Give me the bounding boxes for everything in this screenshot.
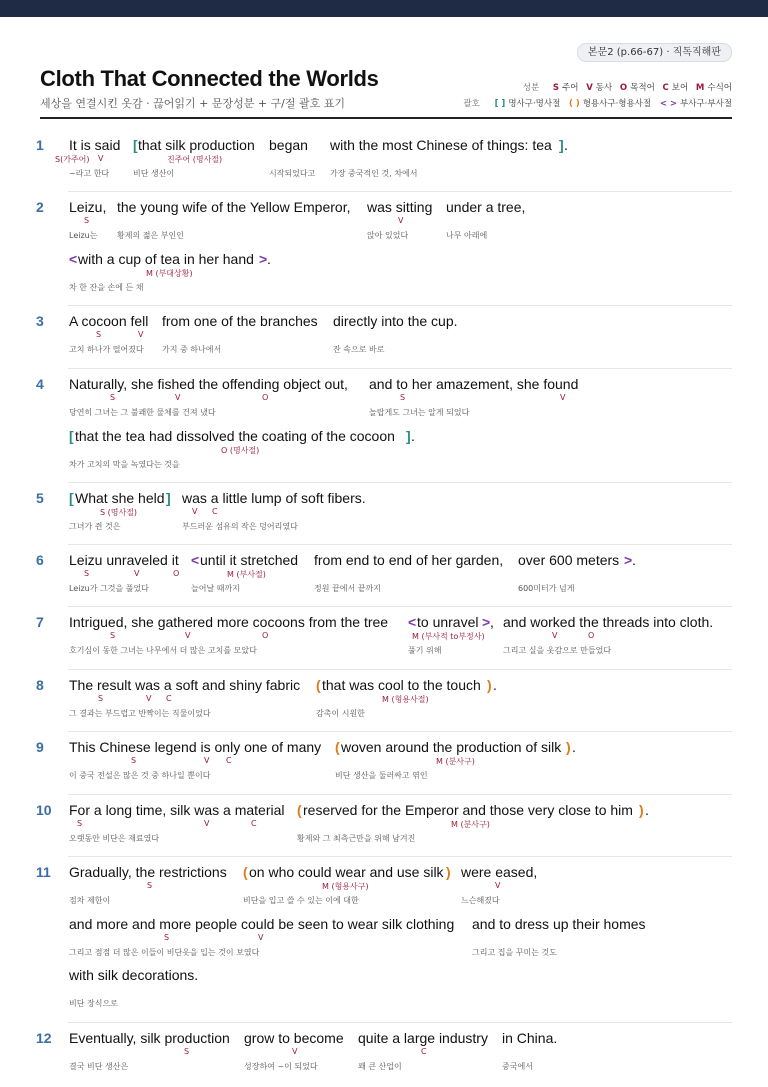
korean-translation: 호기심이 동한 그녀는 나무에서 더 많은 고치를 모았다 [69, 646, 257, 655]
sentence-number: 9 [36, 739, 44, 755]
sentence-chunk: with the most Chinese of things: tea [330, 137, 552, 153]
legend-text-object: 목적어 [630, 83, 655, 93]
sentence-chunk: . [411, 428, 415, 444]
grammar-label: M (형용사절) [382, 695, 429, 704]
sentence-chunk: was sitting [367, 199, 433, 215]
grammar-label: V [192, 507, 198, 516]
korean-translation: 차 한 잔을 손에 든 채 [69, 283, 144, 292]
grammar-label: O [173, 569, 180, 578]
korean-translation: 가장 중국적인 것, 차에서 [330, 169, 418, 178]
grammar-label: S [96, 330, 102, 339]
sentence-number: 4 [36, 376, 44, 392]
legend-key-c: C [662, 83, 669, 93]
sentence-chunk: the young wife of the Yellow Emperor, [117, 199, 351, 215]
korean-translation: 그리고 집을 꾸미는 것도 [472, 948, 557, 957]
sentence-chunk: that was cool to the touch [322, 677, 481, 693]
grammar-label: S [184, 1047, 190, 1056]
sentence-chunk: . [645, 802, 649, 818]
sentence-divider [68, 794, 732, 795]
legend-key-parenthesis: ( ) [568, 99, 580, 109]
legend-components [523, 81, 732, 93]
korean-translation: 늘어날 때까지 [191, 584, 240, 593]
sentence-number: 10 [36, 802, 52, 818]
korean-translation: 성장하여 ~이 되었다 [244, 1062, 318, 1071]
sentence-chunk: A cocoon fell [69, 313, 149, 329]
korean-translation: 꽤 큰 산업이 [358, 1062, 402, 1071]
grammar-label: V [552, 631, 558, 640]
grammar-label: V [134, 569, 140, 578]
grammar-label: M (부사적 to부정사) [412, 632, 485, 641]
korean-translation: 감촉이 시원한 [316, 709, 365, 718]
phrase-bracket: > [259, 251, 268, 267]
phrase-bracket: ) [446, 864, 451, 880]
sentence-divider [68, 482, 732, 483]
phrase-bracket: < [191, 552, 200, 568]
sentence-chunk: from end to end of her garden, [314, 552, 504, 568]
legend-key-angle-bracket: < > [659, 99, 678, 109]
korean-translation: 황제와 그 최측근만을 위해 남겨진 [297, 834, 416, 843]
korean-translation: 부드러운 섬유의 작은 덩어리였다 [182, 522, 298, 531]
sentence-chunk: were eased, [461, 864, 538, 880]
sentence-chunk: from one of the branches [162, 313, 318, 329]
grammar-label: M (부사절) [227, 570, 266, 579]
sentence-divider [68, 1022, 732, 1023]
sentence-chunk: What she held [75, 490, 165, 506]
phrase-bracket: ( [316, 677, 321, 693]
grammar-label: C [212, 507, 218, 516]
sentence-chunk: . [267, 251, 271, 267]
grammar-label: S [131, 756, 137, 765]
grammar-label: S [164, 933, 170, 942]
legend-key-o: O [619, 83, 628, 93]
page-reference-badge: 본문2 (p.66-67) · 직독직해판 [577, 43, 732, 62]
korean-translation: 비단을 입고 쓸 수 있는 이에 대한 [243, 896, 359, 905]
sentence-chunk: until it stretched [200, 552, 299, 568]
legend-brackets [463, 97, 732, 109]
header-divider [40, 117, 732, 119]
grammar-label: V [495, 881, 501, 890]
korean-translation: 당연히 그녀는 그 불쾌한 물체를 건져 냈다 [69, 408, 216, 417]
grammar-label: M (분사구) [451, 820, 490, 829]
korean-translation: 고치 하나가 떨어졌다 [69, 345, 144, 354]
sentence-chunk: that silk production [138, 137, 255, 153]
phrase-bracket: ( [297, 802, 302, 818]
sentence-divider [68, 305, 732, 306]
sentence-chunk: . [564, 137, 568, 153]
phrase-bracket: ) [566, 739, 571, 755]
grammar-label: V [138, 330, 144, 339]
korean-translation: Leizu가 그것을 풀었다 [69, 584, 149, 593]
korean-translation: 잔 속으로 바로 [333, 345, 385, 354]
sentence-chunk: and worked the threads into cloth. [503, 614, 714, 630]
sentence-number: 7 [36, 614, 44, 630]
phrase-bracket: > [624, 552, 633, 568]
grammar-label: O [262, 393, 269, 402]
phrase-bracket: ] [559, 137, 564, 153]
korean-translation: 오랫동안 비단은 재료였다 [69, 834, 160, 843]
korean-translation: 풀기 위해 [408, 646, 442, 655]
korean-translation: 그녀가 쥔 것은 [69, 522, 121, 531]
sentence-number: 5 [36, 490, 44, 506]
sentence-chunk: . [493, 677, 497, 693]
phrase-bracket: [ [69, 428, 74, 444]
sentence-divider [68, 544, 732, 545]
korean-translation: 가지 중 하나에서 [162, 345, 222, 354]
sentence-number: 6 [36, 552, 44, 568]
sentence-chunk: to unravel [417, 614, 479, 630]
korean-translation: ~라고 한다 [69, 169, 110, 178]
grammar-label: S [400, 393, 406, 402]
phrase-bracket: < [408, 614, 417, 630]
korean-translation: 시작되었다고 [269, 169, 316, 178]
page-title: Cloth That Connected the Worlds [40, 66, 379, 91]
korean-translation: 중국에서 [502, 1062, 533, 1071]
korean-translation: 차가 고치의 막을 녹였다는 것을 [69, 460, 180, 469]
sentence-number: 11 [36, 864, 51, 880]
sentence-chunk: For a long time, silk was a material [69, 802, 285, 818]
sentence-chunk: . [632, 552, 636, 568]
sentence-chunk: over 600 meters [518, 552, 620, 568]
grammar-label: S [84, 569, 90, 578]
sentence-number: 12 [36, 1030, 52, 1046]
legend-text-adjective-clause: 형용사구·형용사절 [582, 99, 652, 109]
grammar-label: C [226, 756, 232, 765]
sentence-divider [68, 669, 732, 670]
sentence-chunk: grow to become [244, 1030, 344, 1046]
sentence-chunk: directly into the cup. [333, 313, 458, 329]
sentence-divider [68, 606, 732, 607]
korean-translation: 그 결과는 부드럽고 반짝이는 직물이었다 [69, 709, 211, 718]
sentence-chunk: The result was a soft and shiny fabric [69, 677, 301, 693]
grammar-label: 진주어 (명사절) [167, 155, 223, 164]
sentence-chunk: began [269, 137, 308, 153]
grammar-label: C [251, 819, 257, 828]
phrase-bracket: ) [487, 677, 492, 693]
legend-key-square-bracket: [ ] [494, 99, 506, 109]
phrase-bracket: ( [335, 739, 340, 755]
grammar-label: V [98, 154, 104, 163]
korean-translation: 비단 생산이 [133, 169, 175, 178]
sentence-chunk: Intrigued, she gathered more cocoons from the tree [69, 614, 389, 630]
sentence-number: 2 [36, 199, 44, 215]
legend-text-subject: 주어 [562, 83, 579, 93]
page-subtitle: 세상을 연결시킨 옷감 · 끊어읽기 + 문장성분 + 구/절 괄호 표기 [40, 97, 345, 110]
legend-text-complement: 보어 [671, 83, 689, 93]
sentence-chunk: This Chinese legend is only one of many [69, 739, 322, 755]
korean-translation: 비단 생산을 둘러싸고 엮인 [335, 771, 428, 780]
sentence-chunk: woven around the production of silk [341, 739, 562, 755]
grammar-label: O [588, 631, 595, 640]
grammar-label: M (형용사구) [322, 882, 369, 891]
legend-brackets-label: 괄호 [463, 99, 480, 109]
sentence-chunk: was a little lump of soft fibers. [182, 490, 366, 506]
sentence-divider [68, 856, 732, 857]
grammar-label: S [110, 393, 116, 402]
sentence-chunk: and more and more people could be seen to wear silk clothing [69, 916, 455, 932]
grammar-label: V [398, 216, 404, 225]
legend-text-modifier: 수식어 [707, 83, 732, 93]
grammar-label: C [421, 1047, 427, 1056]
korean-translation: 점차 제한이 [69, 896, 111, 905]
sentence-chunk: quite a large industry [358, 1030, 488, 1046]
legend-key-m: M [695, 83, 705, 93]
legend-key-s: S [552, 83, 560, 93]
sentence-chunk: reserved for the Emperor and those very close to him [303, 802, 633, 818]
grammar-label: S(가주어) [55, 155, 90, 164]
grammar-label: O (명사절) [221, 446, 260, 455]
phrase-bracket: < [69, 251, 78, 267]
sentence-chunk: with silk decorations. [69, 967, 199, 983]
top-banner [0, 0, 768, 17]
grammar-label: M (부대상황) [146, 269, 193, 278]
korean-translation: 비단 장식으로 [69, 999, 118, 1008]
sentence-chunk: in China. [502, 1030, 558, 1046]
phrase-bracket: ] [166, 490, 171, 506]
grammar-label: V [204, 756, 210, 765]
sentence-number: 8 [36, 677, 44, 693]
legend-text-adverb-clause: 부사구·부사절 [680, 99, 732, 109]
korean-translation: 앉아 있었다 [367, 231, 409, 240]
grammar-label: S (명사절) [100, 508, 138, 517]
sentence-divider [68, 368, 732, 369]
korean-translation: 이 중국 전설은 많은 것 중 하나일 뿐이다 [69, 771, 211, 780]
sentence-chunk: . [572, 739, 576, 755]
sentence-chunk: with a cup of tea in her hand [78, 251, 254, 267]
sentence-chunk: It is said [69, 137, 121, 153]
korean-translation: 느슨해졌다 [461, 896, 500, 905]
phrase-bracket: > [482, 614, 491, 630]
phrase-bracket: [ [69, 490, 74, 506]
grammar-label: S [98, 694, 104, 703]
grammar-label: V [204, 819, 210, 828]
sentence-chunk: Leizu, [69, 199, 107, 215]
korean-translation: 600미터가 넘게 [518, 584, 575, 593]
grammar-label: V [292, 1047, 298, 1056]
legend-key-v: V [586, 83, 593, 93]
grammar-label: S [147, 881, 153, 890]
korean-translation: 그리고 실을 옷감으로 만들었다 [503, 646, 612, 655]
phrase-bracket: [ [133, 137, 138, 153]
sentence-chunk: Leizu unraveled it [69, 552, 179, 568]
sentence-chunk: and to her amazement, she found [369, 376, 579, 392]
grammar-label: V [146, 694, 152, 703]
sentence-chunk: that the tea had dissolved the coating of the cocoon [75, 428, 395, 444]
korean-translation: 나무 아래에 [446, 231, 488, 240]
sentence-chunk: Eventually, silk production [69, 1030, 230, 1046]
grammar-label: O [262, 631, 269, 640]
grammar-label: S [84, 216, 90, 225]
grammar-label: S [110, 631, 116, 640]
grammar-label: V [185, 631, 191, 640]
grammar-label: C [166, 694, 172, 703]
korean-translation: Leizu는 [69, 231, 98, 240]
korean-translation: 황제의 젊은 부인인 [117, 231, 184, 240]
sentence-chunk: , [490, 614, 494, 630]
sentence-divider [68, 191, 732, 192]
sentence-divider [68, 731, 732, 732]
korean-translation: 놀랍게도 그녀는 알게 되었다 [369, 408, 470, 417]
korean-translation: 그리고 점점 더 많은 이들이 비단옷을 입는 것이 보였다 [69, 948, 260, 957]
sentence-chunk: under a tree, [446, 199, 526, 215]
sentence-chunk: Naturally, she fished the offending object out, [69, 376, 348, 392]
grammar-label: V [258, 933, 264, 942]
legend-text-verb: 동사 [595, 83, 613, 93]
legend-components-label: 성분 [522, 83, 540, 93]
korean-translation: 결국 비단 생산은 [69, 1062, 129, 1071]
sentence-chunk: on who could wear and use silk [249, 864, 444, 880]
sentence-number: 3 [36, 313, 44, 329]
legend-text-noun-clause: 명사구·명사절 [508, 99, 561, 109]
phrase-bracket: ) [639, 802, 644, 818]
korean-translation: 정원 끝에서 끝까지 [314, 584, 381, 593]
grammar-label: V [175, 393, 181, 402]
grammar-label: M (분사구) [436, 757, 475, 766]
phrase-bracket: ] [406, 428, 411, 444]
sentence-chunk: and to dress up their homes [472, 916, 646, 932]
grammar-label: S [77, 819, 83, 828]
grammar-label: V [560, 393, 566, 402]
sentence-chunk: Gradually, the restrictions [69, 864, 227, 880]
phrase-bracket: ( [243, 864, 248, 880]
sentence-number: 1 [36, 137, 44, 153]
